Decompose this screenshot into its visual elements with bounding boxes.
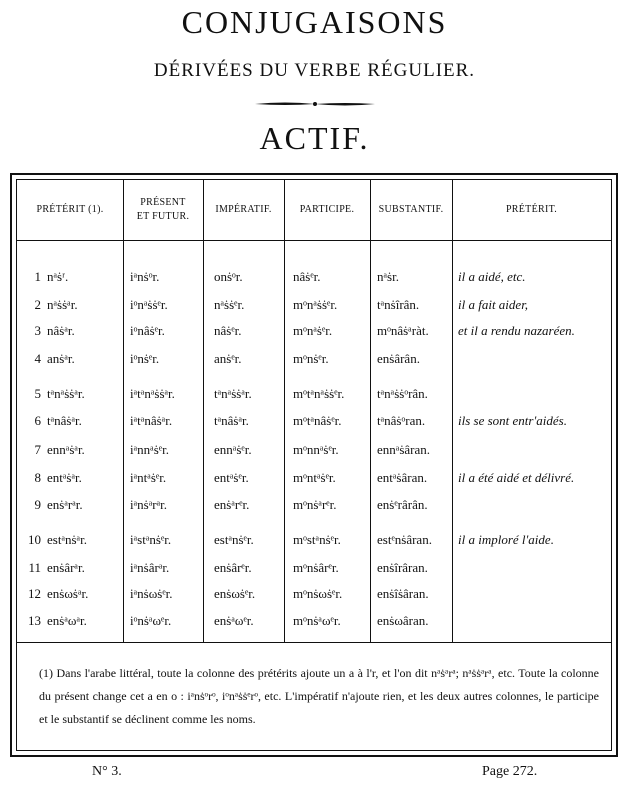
part-cell: mᵒnṡᵃrᵉr. [293,497,337,512]
pres-cell: iᵃnṡᵒr. [130,269,160,284]
pret-cell: anṡᵃr. [47,351,75,366]
part-cell: mᵒtᵃnᵃṡṡᵉr. [293,386,345,401]
column-header-label: PRÉTÉRIT. [505,204,558,215]
subst-cell: enṡᵉrârân. [377,497,428,512]
pret-cell: enṡᵃωᵃr. [47,613,87,628]
subst-cell: nᵃṡr. [377,269,399,284]
pret-cell: enṡârᵃr. [47,560,85,575]
pret-cell: nᵃṡṡᵃr. [47,297,78,312]
imp-cell: enṡωṡᵉr. [214,586,256,601]
row-number: 1 [34,269,41,284]
column-divider [370,180,371,642]
column-header-imperative [203,180,284,240]
row-number: 6 [34,413,41,428]
imp-cell: tᵃnᵃṡṡᵃr. [214,386,252,401]
column-header-participle [284,180,370,240]
row-number: 7 [34,442,41,457]
subst-cell: tᵃnᵃṡṡᵒrân. [377,386,428,401]
column-divider [123,180,124,642]
part-cell: mᵒtᵃnâṡᵉr. [293,413,342,428]
ornament-divider-icon [255,100,375,108]
column-divider [284,180,285,642]
imp-cell: nâṡᵉr. [214,323,242,338]
subst-cell: enṡârân. [377,351,420,366]
table-inner [16,179,612,751]
column-divider [203,180,204,642]
row-number: 11 [28,560,41,575]
part-cell: mᵒnᵃṡᵉr. [293,323,333,338]
part-cell: mᵒnᵃṡṡᵉr. [293,297,338,312]
page-number: Page 272. [482,764,538,779]
pres-cell: iᵒnᵃṡṡᵉr. [130,297,168,312]
meaning-cell: il a imploré l'aide. [458,532,554,547]
meaning-cell: et il a rendu nazaréen. [458,323,575,338]
imp-cell: tᵃnâṡᵃr. [214,413,249,428]
subst-cell: entᵃṡâran. [377,470,428,485]
footnote: (1) Dans l'arabe littéral, toute la colonne des prétérits ajoute un a à l'r, et l'on dit nᵃṡᵃrᵃ; nᵃṡṡᵃrᵃ, etc. Toute la colonne du présent change cet a en o : iᵃnṡᵒrᵒ, iᵒnᵃṡṡᵉrᵒ, etc. L'impératif n'ajoute rien, et les deux autres colonnes, le participe et le substantif se déclinent comme les noms. [39,666,599,726]
part-cell: mᵒnṡωṡᵉr. [293,586,343,601]
header-divider [17,240,611,241]
pres-cell: iᵃnṡârᵃr. [130,560,170,575]
column-header-label: PARTICIPE. [299,204,355,215]
part-cell: nâṡᵉr. [293,269,321,284]
pret-cell: estᵃnṡᵃr. [47,532,87,547]
pret-cell: enṡᵃrᵃr. [47,497,83,512]
part-cell: mᵒstᵃnṡᵉr. [293,532,341,547]
row-number: 3 [34,323,41,338]
column-header-label: PRÉSENT ET FUTUR. [136,197,190,222]
row-number: 8 [34,470,41,485]
meaning-cell: ils se sont entr'aidés. [458,413,567,428]
row-number: 12 [28,586,41,601]
imp-cell: ennᵃṡᵉr. [214,442,252,457]
pres-cell: iᵒnâṡᵉr. [130,323,165,338]
conjugation-table [10,173,618,757]
pres-cell: iᵃtᵃnᵃṡṡᵃr. [130,386,175,401]
page-title: CONJUGAISONS [181,4,448,40]
pres-cell: iᵃstᵃnṡᵉr. [130,532,172,547]
pres-cell: iᵃnṡᵃrᵃr. [130,497,168,512]
footnote-divider [17,642,611,643]
pres-cell: iᵒnṡᵃωᵉr. [130,613,172,628]
row-number: 5 [34,386,41,401]
subst-cell: enṡωâran. [377,613,429,628]
part-cell: mᵒnṡᵃωᵉr. [293,613,341,628]
plate-number: N° 3. [92,764,122,779]
part-cell: mᵒnnᵃṡᵉr. [293,442,339,457]
row-number: 13 [28,613,41,628]
column-header-label: SUBSTANTIF. [378,204,444,215]
section-title: ACTIF. [259,120,370,156]
pret-cell: nâṡᵃr. [47,323,75,338]
column-header-label: IMPÉRATIF. [215,204,272,215]
page-subtitle: DÉRIVÉES DU VERBE RÉGULIER. [153,60,476,81]
imp-cell: entᵃṡᵉr. [214,470,249,485]
pres-cell: iᵃnnᵃṡᵉr. [130,442,169,457]
pret-cell: entᵃṡᵃr. [47,470,82,485]
part-cell: mᵒnṡᵉr. [293,351,329,366]
subst-cell: tᵃnṡîrân. [377,297,420,312]
imp-cell: estᵃnṡᵉr. [214,532,254,547]
column-header-preterit [17,180,123,240]
pret-cell: nᵃṡʳ. [47,269,69,284]
pres-cell: iᵃtᵃnâṡᵃr. [130,413,173,428]
column-header-preterit-meaning [452,180,611,240]
pret-cell: tᵃnâṡᵃr. [47,413,82,428]
subst-cell: ennᵃṡâran. [377,442,431,457]
imp-cell: nᵃṡṡᵉr. [214,297,245,312]
subst-cell: tᵃnâṡᵒran. [377,413,426,428]
meaning-cell: il a été aidé et délivré. [458,470,575,485]
imp-cell: enṡᵃrᵉr. [214,497,250,512]
meaning-cell: il a aidé, etc. [458,269,526,284]
row-number: 10 [28,532,41,547]
imp-cell: anṡᵉr. [214,351,242,366]
part-cell: mᵒnṡârᵉr. [293,560,339,575]
column-header-present [123,180,203,240]
subst-cell: enṡîrâran. [377,560,428,575]
subst-cell: mᵒnâṡᵃràt. [377,323,429,338]
imp-cell: enṡârᵉr. [214,560,252,575]
pret-cell: tᵃnᵃṡṡᵃr. [47,386,85,401]
column-header-substantive [370,180,452,240]
column-header-label: PRÉTÉRIT (1). [36,204,104,215]
imp-cell: enṡᵃωᵉr. [214,613,254,628]
row-number: 4 [34,351,41,366]
pres-cell: iᵃnṡωṡᵉr. [130,586,173,601]
column-divider [452,180,453,642]
pret-cell: enṡωṡᵃr. [47,586,89,601]
part-cell: mᵒntᵃṡᵉr. [293,470,336,485]
imp-cell: onṡᵒr. [214,269,243,284]
pret-cell: ennᵃṡᵃr. [47,442,85,457]
row-number: 9 [34,497,41,512]
meaning-cell: il a fait aider, [458,297,529,312]
pres-cell: iᵃntᵃṡᵉr. [130,470,167,485]
subst-cell: enṡîṡâran. [377,586,429,601]
subst-cell: estᵉnṡâran. [377,532,432,547]
row-number: 2 [34,297,41,312]
pres-cell: iᵒnṡᵉr. [130,351,160,366]
